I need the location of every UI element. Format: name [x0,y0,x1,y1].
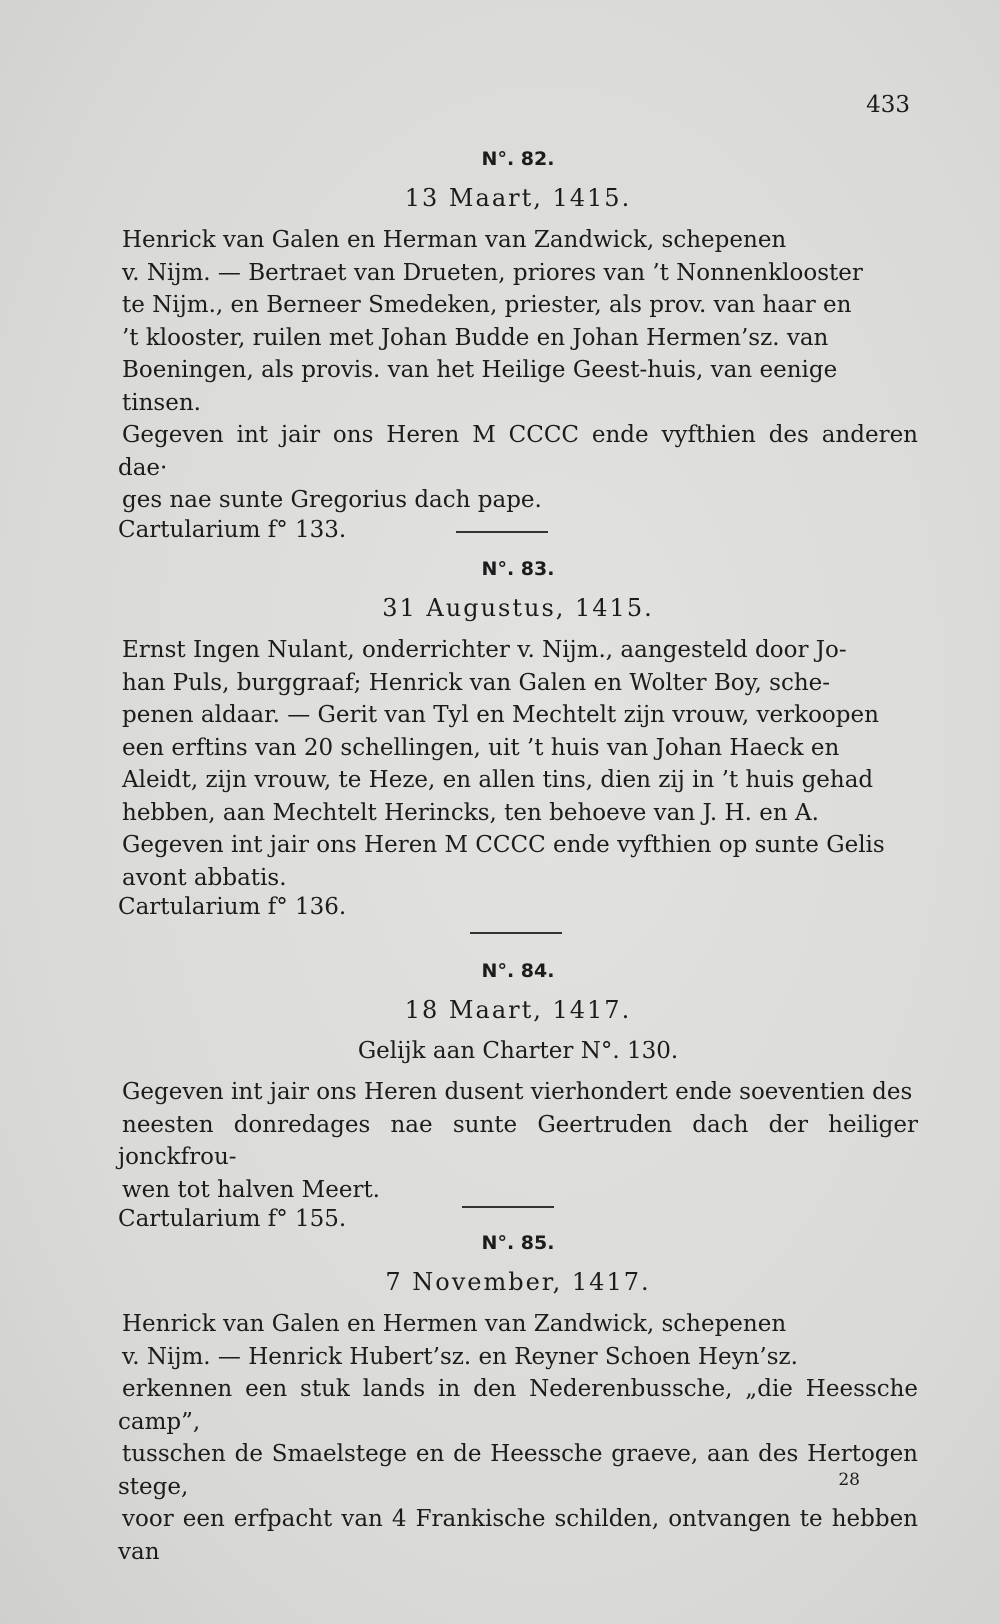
entry-cartularium: Cartularium f° 133. [118,516,347,543]
text-line: tinsen. [122,389,201,416]
text-line: avont abbatis. [122,864,287,891]
entry-number: N°. 82. [481,148,555,170]
entry-summary [118,1308,918,1568]
text-line: tusschen de Smaelstege en de Heessche graeve, aan des Hertogen stege, [118,1441,918,1500]
entry-date: 13 Maart, 1415. [404,184,632,212]
entry-number: N°. 85. [481,1232,555,1254]
text-line: Gegeven int jair ons Heren M CCCC ende vyfthien des anderen dae· [118,422,918,481]
entry-date: 7 November, 1417. [385,1268,651,1296]
section-divider [470,932,562,934]
text-line: Ernst Ingen Nulant, onderrichter v. Nijm., aangesteld door Jo- [122,637,847,663]
entry-given [118,1076,918,1206]
text-line: een erftins van 20 schellingen, uit ’t huis van Johan Haeck en [122,734,840,761]
entry-85 [118,1232,918,1568]
text-line: Boeningen, als provis. van het Heilige Geest-huis, van eenige [122,357,838,383]
text-line: neesten donredages nae sunte Geertruden dach der heiliger jonckfrou- [118,1111,918,1170]
entry-subtitle: Gelijk aan Charter N°. 130. [357,1038,679,1064]
text-line: Gegeven int jair ons Heren dusent vierhondert ende soeventien des [122,1079,913,1105]
text-line: Henrick van Galen en Hermen van Zandwick, schepenen [122,1311,787,1337]
text-line: han Puls, burggraaf; Henrick van Galen en Wolter Boy, sche- [122,669,831,696]
section-divider [462,1206,554,1208]
entry-83 [118,558,918,920]
text-line: voor een erfpacht van 4 Frankische schilden, ontvangen te hebben van [118,1506,918,1565]
section-divider [456,531,548,533]
entry-date: 31 Augustus, 1415. [382,594,654,622]
entry-given [118,419,918,517]
text-line: v. Nijm. — Bertraet van Drueten, priores van ’t Nonnenklooster [122,259,863,286]
entry-number: N°. 83. [481,558,555,580]
entry-84 [118,960,918,1232]
text-line: erkennen een stuk lands in den Nederenbussche, „die Heessche camp”, [118,1376,918,1435]
entry-82 [118,148,918,543]
text-line: penen aldaar. — Gerit van Tyl en Mechtelt zijn vrouw, verkoopen [122,702,879,728]
text-line: v. Nijm. — Henrick Hubert’sz. en Reyner Schoen Heyn’sz. [122,1343,798,1370]
text-line: wen tot halven Meert. [122,1176,380,1203]
text-line: Aleidt, zijn vrouw, te Heze, en allen tins, dien zij in ’t huis gehad [122,767,874,793]
text-line: te Nijm., en Berneer Smedeken, priester, als prov. van haar en [122,292,852,318]
entry-cartularium: Cartularium f° 136. [118,894,347,920]
entry-date: 18 Maart, 1417. [404,996,632,1024]
entry-number: N°. 84. [481,960,555,982]
text-line: Henrick van Galen en Herman van Zandwick, schepenen [122,227,787,253]
text-line: hebben, aan Mechtelt Herincks, ten behoeve van J. H. en A. [122,799,819,826]
page-number: 433 [866,92,910,118]
text-line: Gegeven int jair ons Heren M CCCC ende vyfthien op sunte Gelis [122,832,885,858]
text-line: ’t klooster, ruilen met Johan Budde en Johan Hermen’sz. van [122,324,829,351]
entry-summary [118,224,918,419]
entry-given [118,829,918,894]
text-line: ges nae sunte Gregorius dach pape. [122,487,542,513]
entry-summary [118,634,918,829]
signature-mark: 28 [838,1470,860,1490]
entry-cartularium: Cartularium f° 155. [118,1206,347,1232]
